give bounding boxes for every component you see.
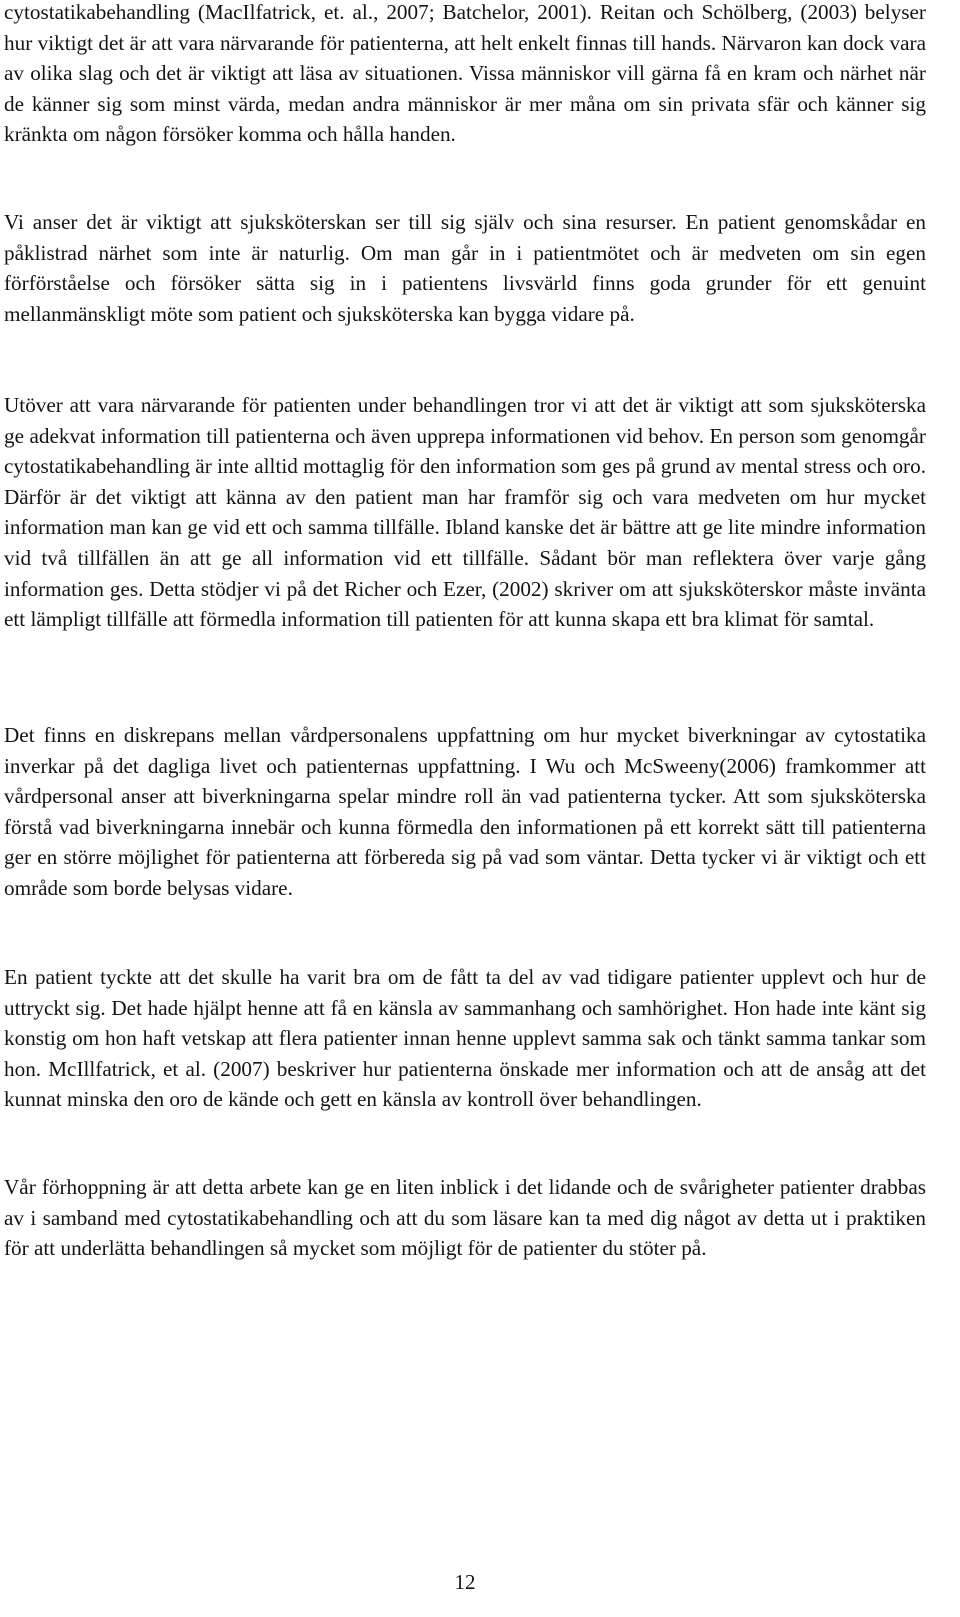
paragraph-presence: cytostatikabehandling (MacIlfatrick, et. al., 2007; Batchelor, 2001). Reitan och Schölberg, (2003) belyser hur viktigt det är att vara närvarande för patienterna, att helt enkelt finnas till hands. Närvaron kan dock vara av olika slag och det är viktigt att läsa av situationen. Vissa människor vill gärna få en kram och närhet när de känner sig som minst värda, medan andra människor är mer måna om sin privata sfär och känner sig kränkta om någon försöker komma och hålla handen. — [4, 0, 926, 147]
paragraph-hope: Vår förhoppning är att detta arbete kan ge en liten inblick i det lidande och de svårigheter patienter drabbas av i samband med cytostatikabehandling och att du som läsare kan ta med dig något av detta ut i praktiken för att underlätta behandlingen så mycket som möjligt för de patienter du stöter på. — [4, 1175, 926, 1261]
paragraph-side-effects: Det finns en diskrepans mellan vårdpersonalens uppfattning om hur mycket biverkningar av cytostatika inverkar på det dagliga livet och patienternas uppfattning. I Wu och McSweeny(2006) framkommer att vårdpersonal anser att biverkningarna spelar mindre roll än vad patienterna tycker. Att som sjuksköterska förstå vad biverkningarna innebär och kunna förmedla den informationen på ett korrekt sätt till patienterna ger en större möjlighet för patienterna att förbereda sig på vad som väntar. Detta tycker vi är viktigt och ett område som borde belysas vidare. — [4, 723, 926, 900]
page-number: 12 — [454, 1570, 476, 1594]
paragraph-nurse-resources: Vi anser det är viktigt att sjuksköterskan ser till sig själv och sina resurser. En patient genomskådar en påklistrad närhet som inte är naturlig. Om man går in i patientmötet och är medveten om sin egen förförståelse och försöker sätta sig in i patientens livsvärld finns goda grunder för ett genuint mellanmänskligt möte som patient och sjuksköterska kan bygga vidare på. — [4, 210, 926, 326]
paragraph-patient-experience: En patient tyckte att det skulle ha varit bra om de fått ta del av vad tidigare patienter upplevt och hur de uttryckt sig. Det hade hjälpt henne att få en känsla av sammanhang och samhörighet. Hon hade inte känt sig konstig om hon haft vetskap att flera patienter innan henne upplevt samma sak och tänkt samma tankar som hon. McIllfatrick, et al. (2007) beskriver hur patienterna önskade mer information och att de ansåg att det kunnat minska den oro de kände och gett en känsla av kontroll över behandlingen. — [4, 965, 926, 1112]
paragraph-information: Utöver att vara närvarande för patienten under behandlingen tror vi att det är viktigt att som sjuksköterska ge adekvat information till patienterna och även upprepa informationen vid behov. En person som genomgår cytostatikabehandling är inte alltid mottaglig för den information som ges på grund av mental stress och oro. Därför är det viktigt att känna av den patient man har framför sig och vara medveten om hur mycket information man kan ge vid ett och samma tillfälle. Ibland kanske det är bättre att ge lite mindre information vid två tillfällen än att ge all information vid ett tillfälle. Sådant bör man reflektera över varje gång information ges. Detta stödjer vi på det Richer och Ezer, (2002) skriver om att sjuksköterskor måste invänta ett lämpligt tillfälle att förmedla information till patienten för att kunna skapa ett bra klimat för samtal. — [4, 393, 926, 632]
